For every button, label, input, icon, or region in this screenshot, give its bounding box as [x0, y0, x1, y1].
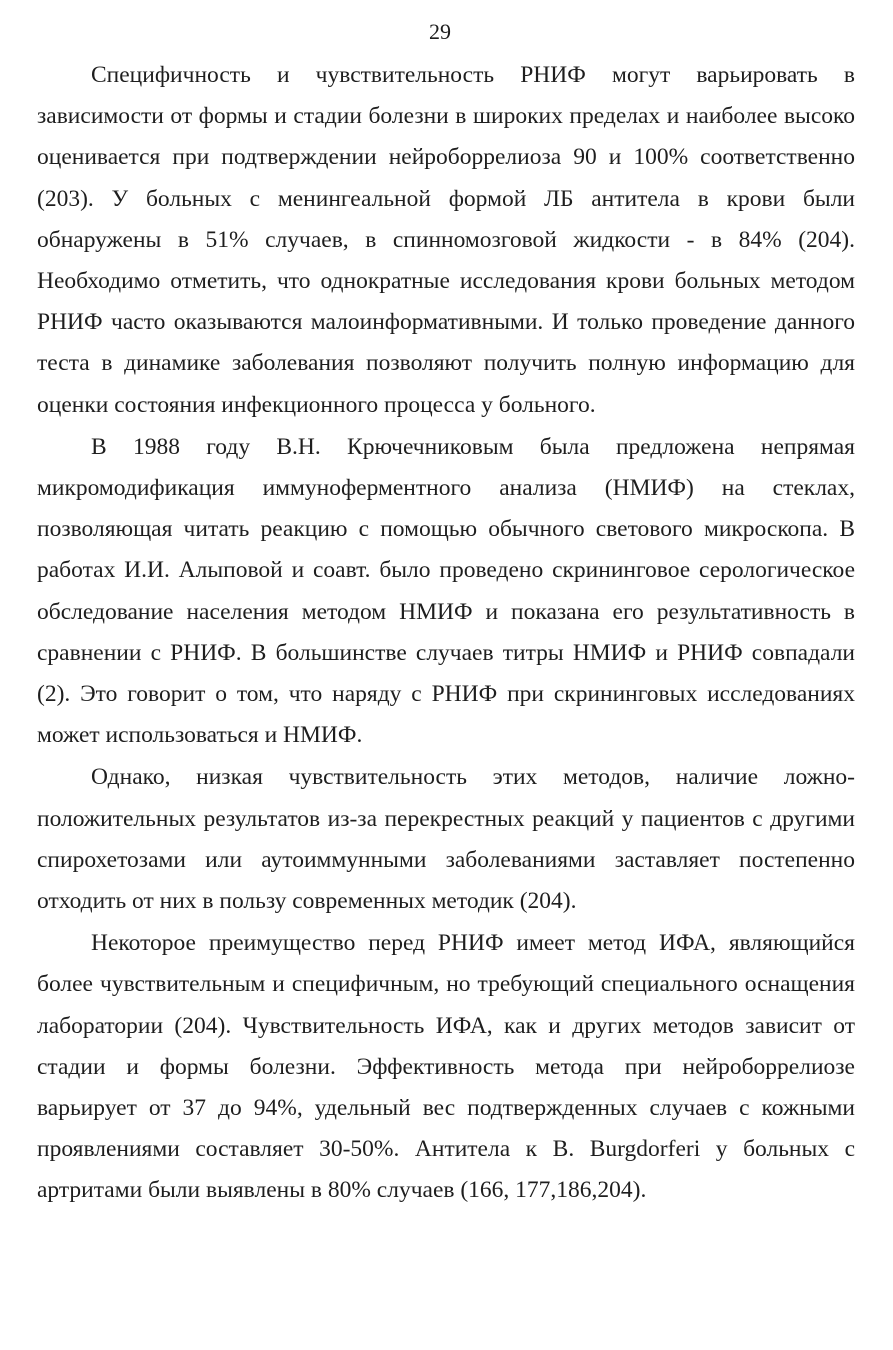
paragraph-rnif-specificity: Специфичность и чувствительность РНИФ могут варьировать в зависимости от формы и стадии болезни в широких пределах и наиболее высоко оценивается при подтверждении нейроборрелиоза 90 и 100% соответственно (203). У больных с менингеальной формой ЛБ антитела в крови были обнаружены в 51% случаев, в спинномозговой жидкости - в 84% (204). Необходимо отметить, что однократные исследования крови больных методом РНИФ часто оказываются малоинформативными. И только проведение данного теста в динамике заболевания позволяют получить полную информацию для оценки состояния инфекционного процесса у больного. [37, 62, 855, 418]
paragraph-methods-limitations: Однако, низкая чувствительность этих методов, наличие ложно-положительных результатов из-за перекрестных реакций у пациентов с другими спирохетозами или аутоиммунными заболеваниями заставляет постепенно отходить от них в пользу современных методик (204). [37, 764, 855, 915]
page-number: 29 [429, 19, 451, 44]
paragraph-nmif-method: В 1988 году В.Н. Крючечниковым была предложена непрямая микромодификация иммуноферментного анализа (НМИФ) на стеклах, позволяющая читать реакцию с помощью обычного светового микроскопа. В работах И.И. Алыповой и соавт. было проведено скрининговое серологическое обследование населения методом НМИФ и показана его результативность в сравнении с РНИФ. В большинстве случаев титры НМИФ и РНИФ совпадали (2). Это говорит о том, что наряду с РНИФ при скрининговых исследованиях может использоваться и НМИФ. [37, 433, 855, 749]
paragraph-ifa-method: Некоторое преимущество перед РНИФ имеет метод ИФА, являющийся более чувствительным и специфичным, но требующий специального оснащения лаборатории (204). Чувствительность ИФА, как и других методов зависит от стадии и формы болезни. Эффективность метода при нейроборрелиозе варьирует от 37 до 94%, удельный вес подтвержденных случаев с кожными проявлениями составляет 30-50%. Антитела к B. Burgdorferi у больных с артритами были выявлены в 80% случаев (166, 177,186,204). [37, 930, 855, 1204]
body-text [37, 55, 855, 1212]
